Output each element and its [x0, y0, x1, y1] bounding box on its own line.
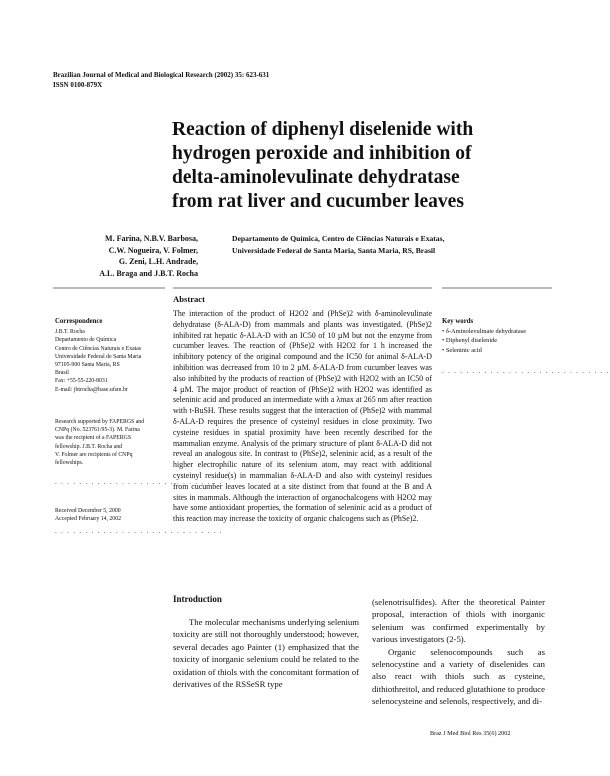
- journal-citation: Brazilian Journal of Medical and Biological Research (2002) 35: 623-631: [53, 71, 270, 79]
- title-line: from rat liver and cucumber leaves: [172, 191, 464, 212]
- article-title: [172, 118, 532, 214]
- keyword-item: • Diphenyl diselenide: [442, 337, 498, 345]
- affiliation-line: Departamento de Química, Centro de Ciências Naturais e Exatas,: [232, 234, 445, 243]
- dotted-separator: . . . . . . . . . . . . . . . . . . . . . . . . . . . .: [55, 527, 223, 535]
- author-line: M. Farina, N.B.V. Barbosa,: [105, 234, 198, 243]
- affiliation-line: Universidade Federal de Santa Maria, Santa Maria, RS, Brasil: [232, 245, 436, 255]
- author-line: G. Zeni, L.H. Andrade,: [118, 257, 198, 266]
- dotted-separator: . . . . . . . . . . . . . . . . . . . . . . . . . . . .: [55, 478, 223, 486]
- abstract-text: The interaction of the product of H2O2 and (PhSe)2 with δ-aminolevulinate dehydratase (δ-ALA-D) from mammals and plants was investigated. (PhSe)2 inhibited rat hepatic δ-ALA-D with an IC50 of 10 µM but not the enzyme from cucumber leaves. The reaction of (PhSe)2 with H2O2 for 1 h increased the inhibitory potency of the original compound and the IC50 for animal δ-ALA-D inhibition was decreased from 10 to 2 µM. δ-ALA-D from cucumber leaves was also inhibited by the products of reaction of (PhSe)2 with H2O2 with an IC50 of 4 µM. The major product of reaction of (PhSe)2 with H2O2 was identified as seleninic acid and produced an intermediate with a λmax at 265 nm after reaction with t-BuSH. These results suggest that the interaction of (PhSe)2 with mammal δ-ALA-D requires the presence of cysteinyl residues in close proximity. Two cysteine residues in spatial proximity have been recently described for the mammalian enzyme. Analysis of the primary structure of plant δ-ALA-D did not reveal an analogous site. In contrast to (PhSe)2, seleninic acid, as a result of the higher electrophilic nature of its selenium atom, may react with additional cysteinyl residue(s) in mammalian δ-ALA-D and also with cysteinyl residues from cucumber leaves located at a site distinct from that found at the B and A sites in mammals. Although the interaction of organochalcogens with H2O2 may have some antioxidant properties, the formation of seleninic acid as a product of this reaction may increase the toxicity of organic chalcogens such as (PhSe)2.: [173, 309, 432, 524]
- correspondence-line: Departamento de Química: [55, 337, 117, 344]
- title-line: delta-aminolevulinate dehydratase: [172, 167, 460, 188]
- introduction-paragraph: Organic selenocompounds such as selenocystine and a variety of diselenides can also react with thiols such as cysteine, dithiothreitol, and reduced glutathione to produce selenocysteine and selenols, respectively, and di-: [372, 646, 545, 707]
- author-line: C.W. Nogueira, V. Folmer,: [108, 245, 198, 255]
- abstract-heading: Abstract: [173, 294, 205, 304]
- divider: [442, 287, 552, 289]
- funding-line: CNPq (No. 523761/95-3). M. Farina: [55, 427, 140, 434]
- introduction-column-right: [372, 596, 545, 708]
- accepted-date: Accepted February 14, 2002: [55, 516, 121, 523]
- title-line: hydrogen peroxide and inhibition of: [172, 143, 472, 164]
- journal-issn: ISSN 0100-879X: [53, 81, 103, 89]
- funding-line: V. Folmer are recipients of CNPq: [55, 451, 133, 458]
- correspondence-line: 97105-900 Santa Maria, RS: [55, 362, 120, 369]
- keyword-item: • Seleninic acid: [442, 346, 482, 354]
- funding-line: fellowship. J.B.T. Rocha and: [55, 443, 123, 450]
- introduction-paragraph: (selenotrisulfides). After the theoretical Painter proposal, interaction of thiols with inorganic selenium was confirmed experimentally by various investigators (2-5).: [372, 597, 545, 645]
- author-line: A.L. Braga and J.B.T. Rocha: [99, 268, 198, 278]
- authors: [40, 233, 198, 279]
- correspondence-line: E-mail: jbtrocha@base.ufsm.br: [55, 386, 128, 393]
- funding-note: [55, 418, 165, 467]
- funding-line: fellowships.: [55, 460, 84, 467]
- received-date: Received December 5, 2000: [55, 508, 121, 514]
- introduction-column-left: [173, 616, 359, 690]
- keywords-heading: Key words: [442, 318, 474, 325]
- divider: [53, 287, 165, 289]
- abstract-body: [173, 309, 432, 525]
- correspondence-line: Centro de Ciências Naturais e Exatas: [55, 345, 142, 352]
- page-footer: Braz J Med Biol Res 35(6) 2002: [430, 730, 511, 737]
- funding-line: was the recipient of a FAPERGS: [55, 435, 132, 442]
- correspondence-line: Fax: +55-55-220-8031: [55, 378, 108, 385]
- correspondence-line: Brasil: [55, 370, 69, 377]
- journal-header: [53, 70, 269, 90]
- divider: [173, 287, 432, 289]
- dates-block: [55, 507, 165, 523]
- introduction-paragraph: The molecular mechanisms underlying selenium toxicity are still not thoroughly understood; however, several decades ago Painter (1) emphasized that the toxicity of inorganic selenium could be related to the oxidation of thiols with the concomitant formation of derivatives of the RSSeSR type: [173, 617, 359, 690]
- correspondence-line: Universidade Federal de Santa Maria: [55, 353, 142, 360]
- keyword-item: • δ-Aminolevulinate dehydratase: [442, 327, 527, 335]
- introduction-heading: Introduction: [173, 594, 222, 604]
- dotted-separator: . . . . . . . . . . . . . . . . . . . . . . . . . . . .: [442, 367, 610, 375]
- affiliation: [232, 233, 532, 256]
- funding-line: Research supported by FAPERGS and: [55, 419, 145, 425]
- correspondence-line: J.B.T. Rocha: [55, 329, 85, 336]
- keywords-block: [442, 317, 562, 355]
- correspondence-heading: Correspondence: [55, 318, 103, 325]
- correspondence-block: [55, 318, 165, 394]
- title-line: Reaction of diphenyl diselenide with: [172, 119, 474, 140]
